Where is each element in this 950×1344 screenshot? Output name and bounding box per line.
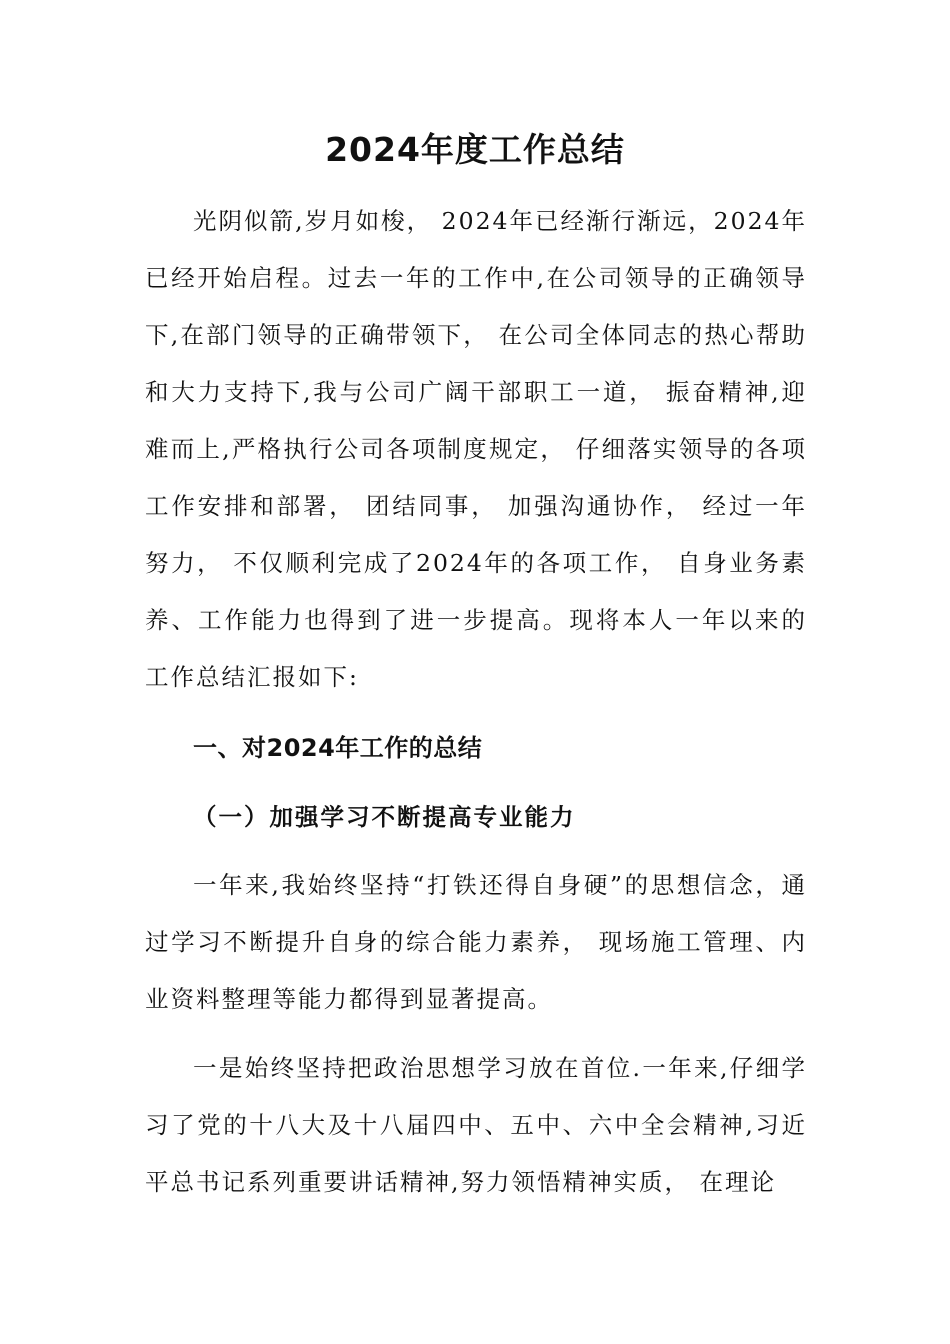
body-paragraph-political-study: 一是始终坚持把政治思想学习放在首位.一年来,仔细学习了党的十八大及十八届四中、五中、六中全会精神,习近平总书记系列重要讲话精神,努力领悟精神实质， 在理论 xyxy=(145,1054,807,1196)
document-title: 2024年度工作总结 xyxy=(325,130,625,169)
intro-paragraph: 光阴似箭,岁月如梭， 2024年已经渐行渐远，2024年已经开始启程。过去一年的工作中,在公司领导的正确领导下,在部门领导的正确带领下， 在公司全体同志的热心帮助和大力支持下,我与公司广阔干部职工一道， 振奋精神,迎难而上,严格执行公司各项制度规定， 仔细落实领导的各项工作安排和部署， 团结同事， 加强沟通协作， 经过一年努力， 不仅顺利完成了2024年的各项工作， 自身业务素养、工作能力也得到了进一步提高。现将本人一年以来的工作总结汇报如下: xyxy=(145,207,807,691)
subsection-heading: （一）加强学习不断提高专业能力 xyxy=(193,803,576,831)
body-paragraph-learning: 一年来,我始终坚持“打铁还得自身硬”的思想信念，通过学习不断提升自身的综合能力素养， 现场施工管理、内业资料整理等能力都得到显著提高。 xyxy=(145,871,807,1013)
section-heading: 一、对2024年工作的总结 xyxy=(193,734,483,762)
